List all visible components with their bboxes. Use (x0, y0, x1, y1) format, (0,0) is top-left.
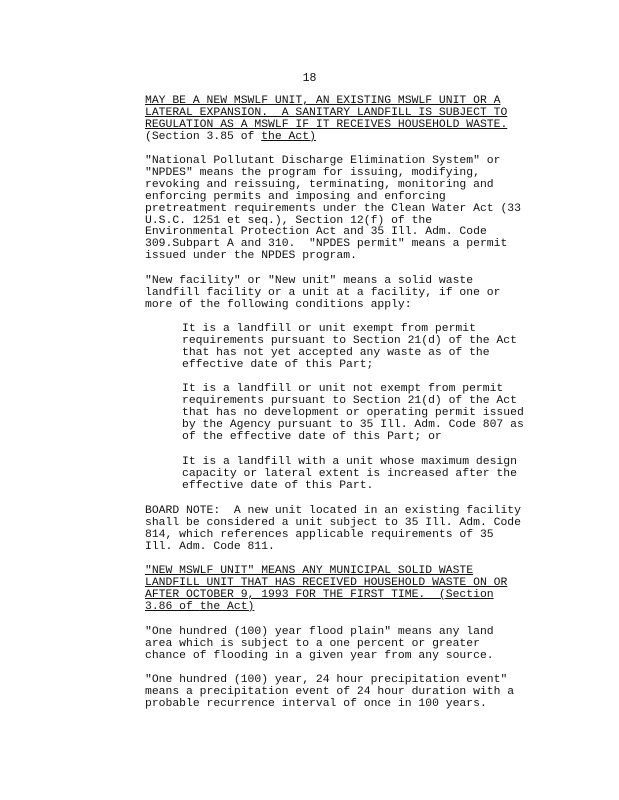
text-line: LANDFILL UNIT THAT HAS RECEIVED HOUSEHOLD WASTE ON OR (145, 576, 508, 589)
text-line: effective date of this Part. (182, 479, 374, 492)
new-mswlf-unit-definition (145, 566, 507, 614)
citation-line (145, 602, 507, 614)
text-line: that has no development or operating permit issued (182, 406, 524, 419)
condition-3 (182, 457, 517, 493)
text-line: U.S.C. 1251 et seq.), Section 12(f) of the (145, 214, 433, 227)
citation-link: the Act) (261, 130, 316, 143)
precipitation-event-definition (145, 675, 514, 711)
text-line: requirements pursuant to Section 21(d) of the Act (182, 394, 517, 407)
text-line: "One hundred (100) year flood plain" means any land (145, 626, 494, 638)
text-line: of the effective date of this Part; or (182, 430, 442, 443)
citation-prefix: 3.86 of (145, 600, 200, 613)
text-line: 309.Subpart A and 310. "NPDES permit" means a permit (145, 238, 508, 251)
text-line: It is a landfill or unit exempt from permit (182, 323, 476, 335)
text-line: 814, which references applicable requirements of 35 (145, 528, 494, 541)
text-line: probable recurrence interval of once in 100 years. (145, 697, 487, 710)
text-line: enforcing permits and imposing and enforcing (145, 190, 446, 203)
flood-plain-definition (145, 627, 494, 663)
mswlf-definition-end (145, 96, 507, 144)
text-line: "New facility" or "New unit" means a solid waste (145, 275, 474, 287)
text-line: MAY BE A NEW MSWLF UNIT, AN EXISTING MSWLF UNIT OR A (145, 95, 501, 107)
condition-2 (182, 384, 524, 444)
condition-1 (182, 324, 517, 372)
text-line: capacity or lateral extent is increased after the (182, 467, 517, 480)
text-line: "One hundred (100) year, 24 hour precipitation event" (145, 674, 508, 686)
citation-prefix: (Section 3.85 of (145, 130, 262, 143)
npdes-definition (145, 156, 521, 263)
text-line: more of the following conditions apply: (145, 298, 412, 311)
text-line: Environmental Protection Act and 35 Ill. Adm. Code (145, 226, 487, 239)
text-line: pretreatment requirements under the Clean Water Act (33 (145, 202, 521, 215)
text-line: LATERAL EXPANSION. A SANITARY LANDFILL IS SUBJECT TO (145, 106, 508, 119)
text-line: It is a landfill or unit not exempt from permit (182, 383, 504, 395)
text-line: BOARD NOTE: A new unit located in an existing facility (145, 505, 521, 517)
text-line: by the Agency pursuant to 35 Ill. Adm. Code 807 as (182, 418, 524, 431)
text-line: that has not yet accepted any waste as of the (182, 346, 490, 359)
citation-line (145, 132, 507, 144)
text-line: "NEW MSWLF UNIT" MEANS ANY MUNICIPAL SOLID WASTE (145, 565, 474, 577)
text-line: "NPDES" means the program for issuing, modifying, (145, 166, 480, 179)
page-number: 18 (302, 72, 317, 85)
text-line: means a precipitation event of 24 hour duration with a (145, 685, 515, 698)
text-line: It is a landfill with a unit whose maximum design (182, 456, 517, 468)
text-line: issued under the NPDES program. (145, 250, 357, 263)
text-line: requirements pursuant to Section 21(d) of the Act (182, 334, 517, 347)
new-facility-definition (145, 276, 500, 312)
text-line: area which is subject to a one percent or greater (145, 637, 480, 650)
text-line: AFTER OCTOBER 9, 1993 FOR THE FIRST TIME. (Section (145, 588, 494, 601)
citation-link: the Act) (199, 600, 255, 613)
text-line: Ill. Adm. Code 811. (145, 540, 275, 553)
board-note (145, 506, 521, 554)
text-line: revoking and reissuing, terminating, monitoring and (145, 178, 494, 191)
text-line: landfill facility or a unit at a facility, if one or (145, 286, 501, 299)
text-line: chance of flooding in a given year from any source. (145, 649, 494, 662)
text-line: "National Pollutant Discharge Elimination System" or (145, 155, 501, 167)
text-line: shall be considered a unit subject to 35 Ill. Adm. Code (145, 516, 521, 529)
text-line: REGULATION AS A MSWLF IF IT RECEIVES HOUSEHOLD WASTE. (145, 118, 508, 131)
text-line: effective date of this Part; (182, 358, 374, 371)
